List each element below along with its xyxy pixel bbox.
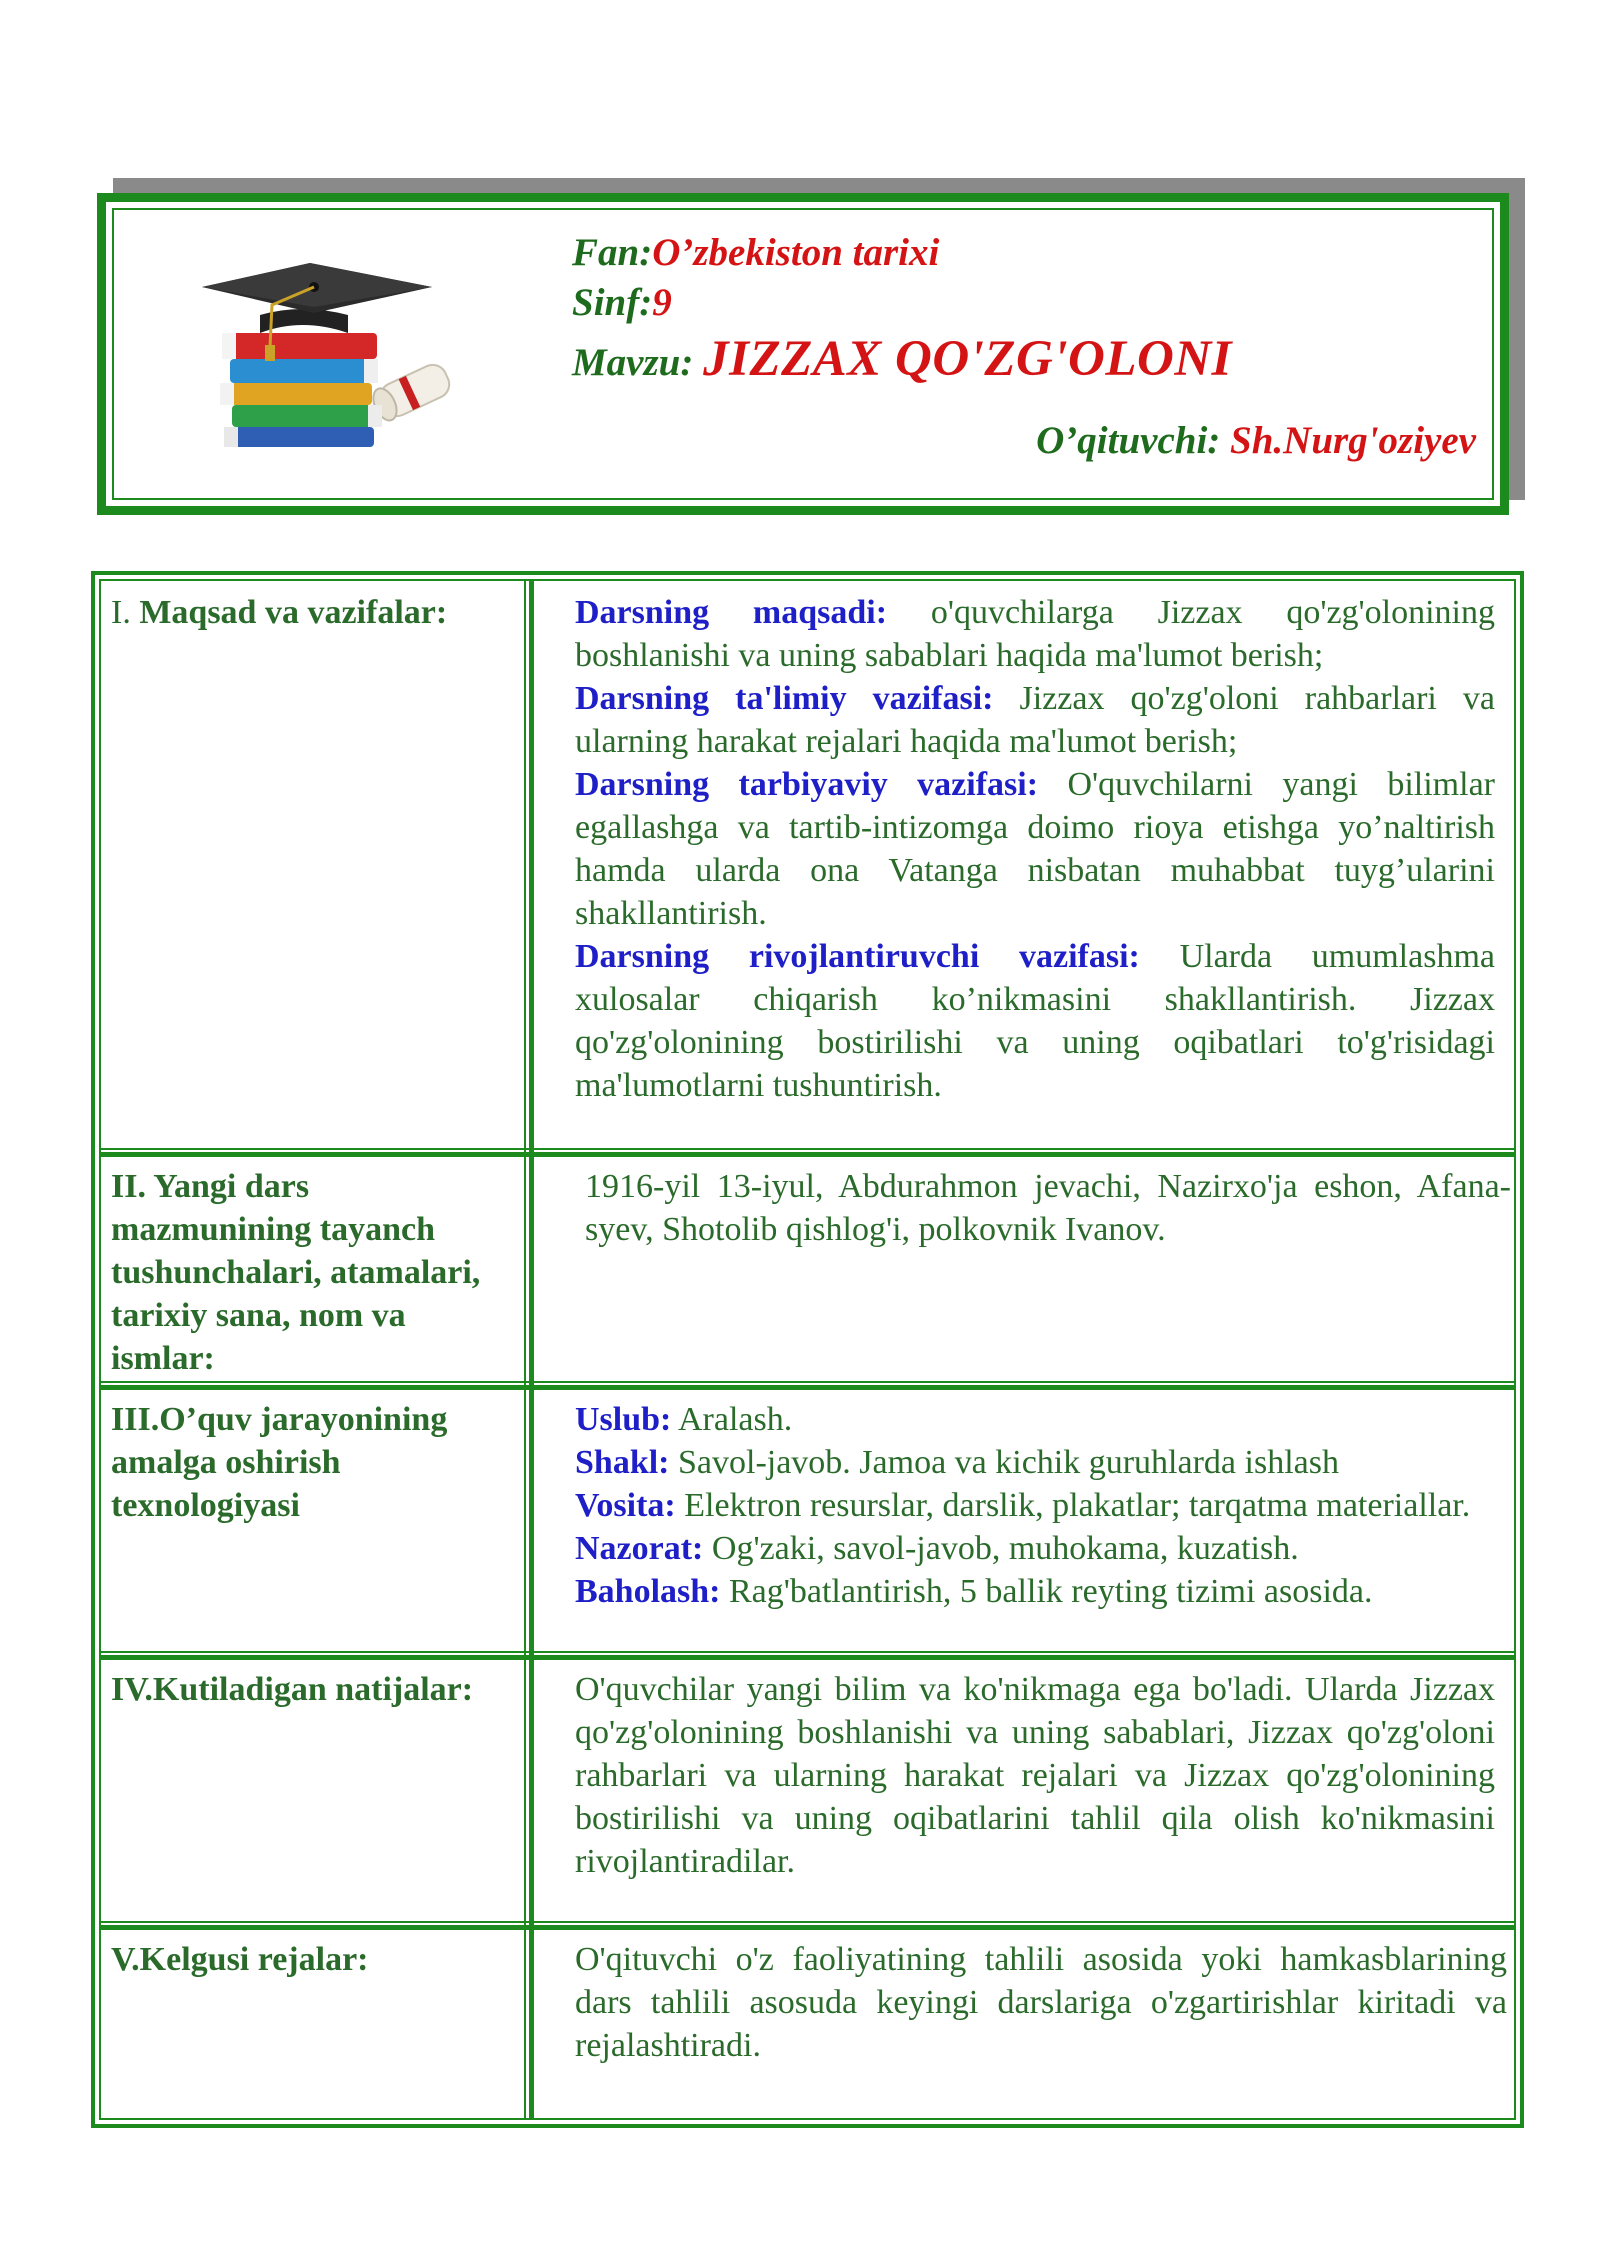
header-inner-frame [112, 208, 1494, 500]
item-label: Uslub: [575, 1401, 672, 1438]
table-inner-frame [99, 579, 1516, 2120]
lesson-header [97, 193, 1509, 515]
table-item [575, 935, 1495, 1107]
item-text: Rag'batlantirish, 5 ballik reyting tizimi asosida. [720, 1573, 1373, 1610]
row-text: O'qituvchi o'z faoliyatining tahlili asosida yoki hamkasblarining dars tahlili asosuda keyingi darslariga o'zgartirishlar kiritadi va rejalashtiradi. [575, 1941, 1507, 2064]
table-item [575, 1441, 1495, 1484]
row-title: V.Kelgusi rejalar: [111, 1941, 369, 1978]
row-title-expected-results [111, 1668, 516, 1711]
row-divider [101, 1651, 1514, 1660]
item-label: Vosita: [575, 1487, 676, 1524]
table-item [575, 1527, 1495, 1570]
item-text: Jizzax qo'zg'oloni rahbarlari va ularning harakat rejalari haqida ma'lumot berish; [575, 680, 1495, 760]
row-title: II. Yangi dars mazmunining tayanch tushunchalari, atamalari, tarixiy sana, nom va ismlar: [111, 1168, 481, 1377]
row-title-key-concepts [111, 1165, 516, 1380]
table-item [575, 1484, 1495, 1527]
row-divider [101, 1148, 1514, 1157]
item-label: Shakl: [575, 1444, 670, 1481]
row-title: IV.Kutiladigan natijalar: [111, 1671, 474, 1708]
graduation-cap-books-icon [202, 255, 472, 450]
table-item [575, 591, 1495, 677]
row-title: Maqsad va vazifalar: [139, 594, 448, 631]
topic-label: Mavzu: [572, 341, 704, 384]
grade-label: Sinf: [572, 281, 653, 324]
item-label: Darsning rivojlantiruvchi vazifasi: [575, 938, 1140, 975]
subject-label: Fan: [572, 231, 653, 274]
item-text: Ularda umumlashma xulosalar chiqarish ko’nikmasini shakllantirish. Jizzax qo'zg'olonining bostirilishi va uning oqibatlari to'g'risidagi ma'lumotlarni tushuntirish. [575, 938, 1495, 1104]
table-item [575, 677, 1495, 763]
row-content-key-concepts [585, 1165, 1511, 1251]
grade-line [572, 280, 672, 325]
row-text: 1916-yil 13-iyul, Abdurahmon jevachi, Nazirxo'ja eshon, Afana-syev, Shotolib qishlog'i, polkovnik Ivanov. [585, 1168, 1511, 1248]
teacher-label: O’qituvchi: [1036, 419, 1231, 462]
row-content-technology [575, 1398, 1495, 1613]
row-content-expected-results [575, 1668, 1495, 1883]
row-title-goals [111, 591, 516, 634]
item-label: Darsning ta'limiy vazifasi: [575, 680, 994, 717]
item-text: o'quvchilarga Jizzax qo'zg'olonining boshlanishi va uning sabablari haqida ma'lumot berish; [575, 594, 1496, 674]
table-item [575, 1570, 1495, 1613]
table-item [575, 1398, 1495, 1441]
item-label: Baholash: [575, 1573, 721, 1610]
subject-line [572, 230, 939, 275]
item-text: Aralash. [671, 1401, 793, 1438]
lesson-plan-table [91, 571, 1524, 2128]
row-number: I. [111, 594, 140, 631]
grade-value: 9 [652, 281, 672, 324]
row-divider [101, 1381, 1514, 1390]
item-label: Darsning tarbiyaviy vazifasi: [575, 766, 1039, 803]
table-item [575, 763, 1495, 935]
item-text: O'quvchilarni yangi bilimlar egallashga va tartib-intizomga doimo rioya etishga yo’naltirish hamda ularda ona Vatanga nisbatan muhabbat tuyg’ularini shakllantirish. [575, 766, 1495, 932]
row-content-goals [575, 591, 1495, 1107]
row-title-technology [111, 1398, 516, 1527]
row-text: O'quvchilar yangi bilim va ko'nikmaga ega bo'ladi. Ularda Jizzax qo'zg'olonining boshlanishi va uning sabablari, Jizzax qo'zg'oloni rahbarlari va ularning harakat rejalari va Jizzax qo'zg'olonining bostirilishi va uning oqibatlarini tahlil qila olish ko'nikmasini rivojlantiradilar. [575, 1671, 1495, 1880]
topic-value: JIZZAX QO'ZG'OLONI [703, 331, 1233, 387]
subject-value: O’zbekiston tarixi [652, 231, 940, 274]
item-label: Nazorat: [575, 1530, 704, 1567]
row-divider [101, 1921, 1514, 1930]
item-text: Elektron resurslar, darslik, plakatlar; tarqatma materiallar. [675, 1487, 1471, 1524]
topic-line [572, 330, 1232, 388]
item-text: Og'zaki, savol-javob, muhokama, kuzatish. [703, 1530, 1299, 1567]
column-divider [524, 581, 534, 2118]
row-title: III.O’quv jarayonining amalga oshirish texnologiyasi [111, 1401, 448, 1524]
teacher-line [1036, 418, 1476, 463]
row-content-future-plans [575, 1938, 1507, 2067]
teacher-value: Sh.Nurg'oziyev [1230, 419, 1476, 462]
item-text: Savol-javob. Jamoa va kichik guruhlarda ishlash [669, 1444, 1339, 1481]
row-title-future-plans [111, 1938, 516, 1981]
item-label: Darsning maqsadi: [575, 594, 888, 631]
